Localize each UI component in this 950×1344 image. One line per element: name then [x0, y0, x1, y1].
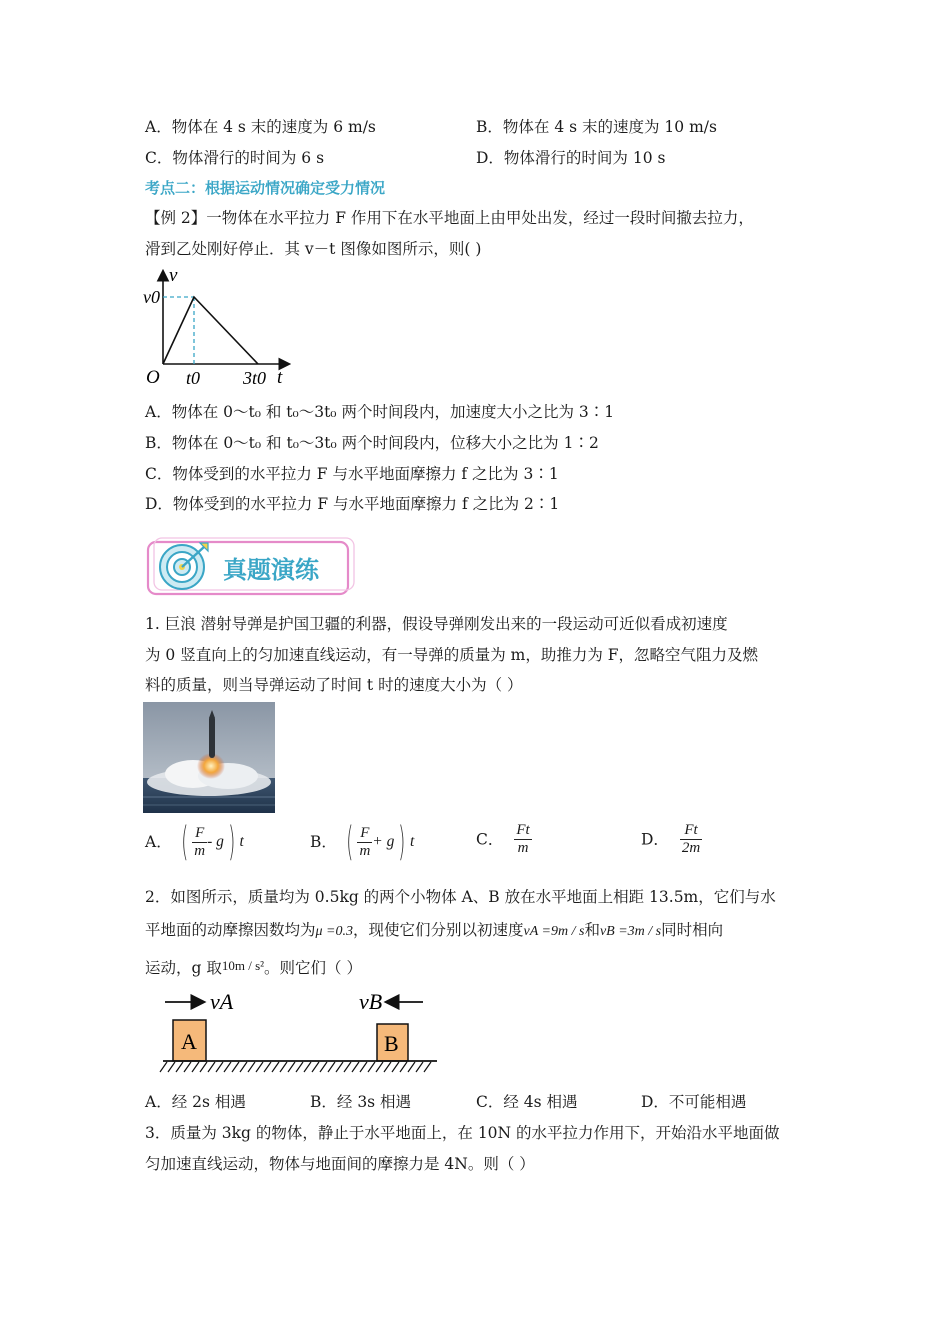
q1-option-b-label: B．: [310, 833, 337, 851]
q1-line-3: 料的质量，则当导弹运动了时间 t 时的速度大小为（ ）: [145, 676, 523, 694]
q2-option-a: A．经 2s 相遇: [145, 1093, 246, 1111]
hatch-mark: [280, 1062, 287, 1072]
t-factor: t: [239, 833, 244, 850]
g-value: 10m / s²: [221, 958, 265, 973]
3t0-label: 3t0: [243, 368, 267, 388]
v0-label: v0: [143, 287, 160, 307]
hatch-mark: [240, 1062, 247, 1072]
q1-line-2: 为 0 竖直向上的匀加速直线运动，有一导弹的质量为 m，助推力为 F，忽略空气阻力及燃: [145, 646, 759, 664]
q3-line-2: 匀加速直线运动，物体与地面间的摩擦力是 4N。则（ ）: [145, 1155, 535, 1173]
t-factor: t: [409, 833, 415, 850]
fraction-f-over-m: [357, 825, 372, 860]
q1-option-d-label: D．: [641, 830, 669, 849]
paren-open: (: [346, 819, 354, 865]
block-a-label: A: [181, 1029, 197, 1054]
q2-and: 和: [584, 921, 600, 939]
va-label: vA: [210, 990, 234, 1014]
option-a: A．物体在 4 s 末的速度为 6 m/s: [145, 118, 376, 136]
hatch-mark: [208, 1062, 215, 1072]
t-axis-label: t: [277, 367, 283, 388]
hatch-mark: [168, 1062, 175, 1072]
section-banner: [145, 537, 357, 600]
vb-label: vB: [359, 990, 383, 1014]
ground-hatch: [160, 1062, 431, 1072]
mu-value: μ =0.3: [315, 924, 353, 939]
option-d: D．物体滑行的时间为 10 s: [476, 149, 666, 167]
numerator: Ft: [516, 822, 530, 838]
q1-option-a: [145, 819, 244, 868]
banner-title: 真题演练: [223, 556, 319, 584]
hatch-mark: [424, 1062, 431, 1072]
q2-line-2b: ，现使它们分别以初速度: [353, 921, 524, 939]
numerator: F: [192, 825, 207, 843]
example-tag: 【例 2】: [145, 209, 207, 227]
hatch-mark: [328, 1062, 335, 1072]
t0-label: t0: [186, 368, 201, 388]
hatch-mark: [200, 1062, 207, 1072]
hatch-mark: [176, 1062, 183, 1072]
v-axis-label: v: [169, 266, 178, 286]
denominator: m: [359, 842, 371, 859]
q2-line-1: 2．如图所示，质量均为 0.5kg 的两个小物体 A、B 放在水平地面上相距 13.5m，它们与水: [145, 888, 776, 906]
option-c: C．物体滑行的时间为 6 s: [145, 149, 325, 167]
example-text-1: 一物体在水平拉力 F 作用下在水平地面上由甲处出发，经过一段时间撤去拉力，: [206, 209, 754, 227]
hatch-mark: [296, 1062, 303, 1072]
example-option-c: C．物体受到的水平拉力 F 与水平地面摩擦力 f 之比为 3∶1: [145, 465, 559, 483]
q1-option-c: [476, 822, 532, 868]
fraction-f-over-m: [192, 825, 207, 860]
hatch-mark: [352, 1062, 359, 1072]
q1-option-c-label: C．: [476, 830, 504, 849]
hatch-mark: [312, 1062, 319, 1072]
q1-option-a-label: A．: [145, 833, 172, 851]
example-option-d: D．物体受到的水平拉力 F 与水平地面摩擦力 f 之比为 2∶1: [145, 495, 560, 513]
q1-option-d: [641, 822, 702, 868]
q2-option-d: D．不可能相遇: [641, 1093, 747, 1111]
hatch-mark: [248, 1062, 255, 1072]
q2-option-c: C．经 4s 相遇: [476, 1093, 578, 1111]
q2-line-3b: 。则它们（ ）: [264, 959, 362, 977]
q3-line-1: 3．质量为 3kg 的物体，静止于水平地面上，在 10N 的水平拉力作用下，开始沿水平地面做: [145, 1124, 780, 1142]
numerator: Ft: [680, 822, 702, 840]
hatch-mark: [376, 1062, 383, 1072]
example-line-2: 滑到乙处刚好停止．其 v－t 图像如图所示，则( ): [145, 240, 482, 258]
example-line-1: [145, 208, 754, 228]
fraction-ft-over-m: [514, 822, 531, 857]
hatch-mark: [216, 1062, 223, 1072]
hatch-mark: [400, 1062, 407, 1072]
block-b-label: B: [384, 1031, 399, 1056]
hatch-mark: [336, 1062, 343, 1072]
hatch-mark: [320, 1062, 327, 1072]
numerator: F: [357, 825, 372, 843]
hatch-mark: [232, 1062, 239, 1072]
velocity-curve: [163, 297, 258, 364]
q2-line-3: [145, 956, 362, 978]
denominator: m: [194, 842, 206, 859]
section-heading: 考点二：根据运动情况确定受力情况: [145, 179, 386, 197]
option-b: B．物体在 4 s 末的速度为 10 m/s: [476, 118, 717, 136]
q2-line-2a: 平地面的动摩擦因数均为: [145, 921, 316, 939]
blocks-figure: [155, 990, 445, 1080]
hatch-mark: [392, 1062, 399, 1072]
hatch-mark: [264, 1062, 271, 1072]
vb-value: vB =3m / s: [599, 924, 662, 939]
va-value: vA =9m / s: [523, 924, 585, 939]
q2-option-b: B．经 3s 相遇: [310, 1093, 412, 1111]
hatch-mark: [184, 1062, 191, 1072]
hatch-mark: [368, 1062, 375, 1072]
origin-label: O: [146, 367, 160, 388]
vt-graph: [140, 266, 300, 392]
hatch-mark: [344, 1062, 351, 1072]
q2-line-3a: 运动，g 取: [145, 959, 222, 977]
q2-line-2: [145, 920, 723, 942]
denominator: 2m: [681, 840, 701, 856]
plus-g: + g: [372, 833, 395, 850]
hatch-mark: [256, 1062, 263, 1072]
missile-photo: [143, 702, 275, 813]
denominator: m: [517, 840, 529, 856]
minus-g: - g: [207, 833, 224, 850]
paren-close: ): [398, 819, 406, 865]
hatch-mark: [224, 1062, 231, 1072]
q1-option-b: [310, 819, 415, 868]
hatch-mark: [272, 1062, 279, 1072]
q2-line-2c: 同时相向: [661, 921, 724, 939]
example-option-b: B．物体在 0～t₀ 和 t₀～3t₀ 两个时间段内，位移大小之比为 1∶2: [145, 434, 599, 452]
hatch-mark: [192, 1062, 199, 1072]
example-option-a: A．物体在 0～t₀ 和 t₀～3t₀ 两个时间段内，加速度大小之比为 3∶1: [145, 403, 615, 421]
hatch-mark: [304, 1062, 311, 1072]
hatch-mark: [360, 1062, 367, 1072]
fraction-ft-over-2m: [680, 822, 702, 857]
hatch-mark: [160, 1062, 167, 1072]
hatch-mark: [408, 1062, 415, 1072]
hatch-mark: [288, 1062, 295, 1072]
hatch-mark: [416, 1062, 423, 1072]
paren-open: (: [180, 819, 188, 865]
q1-line-1: 1. 巨浪 潜射导弹是护国卫疆的利器，假设导弹刚发出来的一段运动可近似看成初速度: [145, 615, 728, 633]
hatch-mark: [384, 1062, 391, 1072]
paren-close: ): [228, 819, 236, 865]
